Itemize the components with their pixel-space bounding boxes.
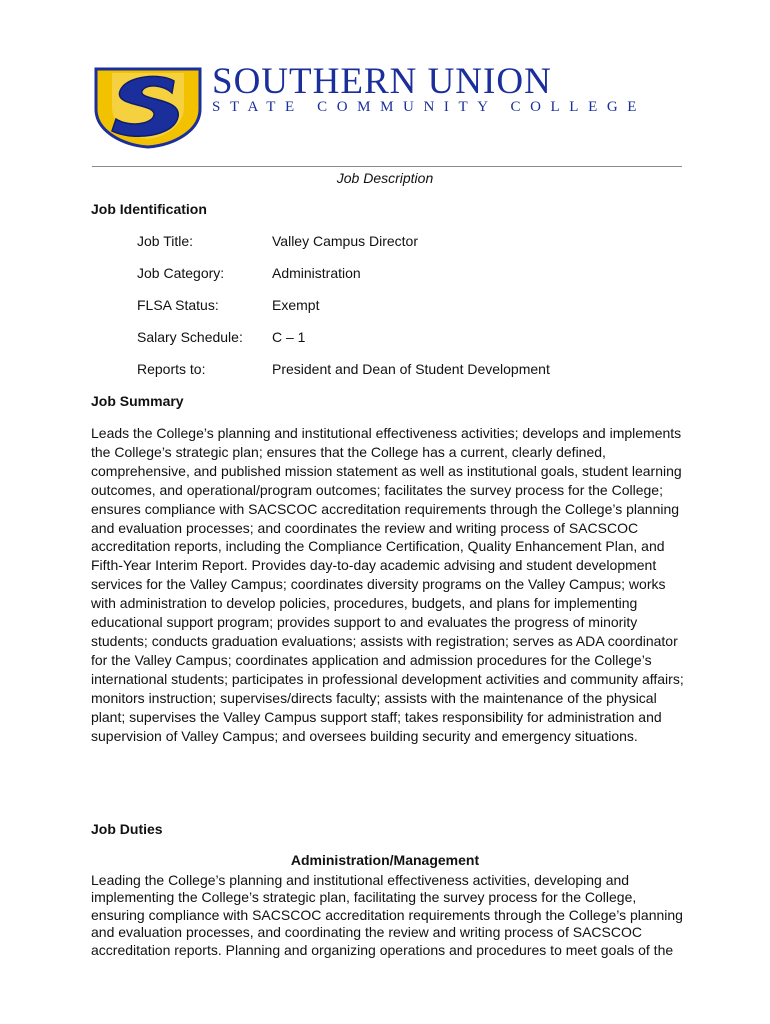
flsa-status-value: Exempt	[272, 297, 320, 313]
summary-line: plant; supervises the Valley Campus support staff; takes responsibility for administration and	[91, 708, 662, 725]
summary-line: Leads the College’s planning and institutional effectiveness activities; develops and implements	[91, 425, 682, 441]
summary-line: comprehensive, and published mission statement as well as institutional goals, student learning	[91, 462, 682, 479]
administration-management-subheading: Administration/Management	[290, 852, 480, 868]
summary-line: the College’s strategic plan; ensures that the College has a current, clearly defined,	[91, 443, 606, 460]
summary-line: for the Valley Campus; coordinates application and admission procedures for the College’s	[91, 651, 652, 668]
college-subtitle: STATE COMMUNITY COLLEGE	[212, 99, 647, 115]
duties-line: and evaluation processes, and coordinating the review and writing process of SACSCOC	[91, 924, 642, 941]
summary-line: students; conducts graduation evaluations; assists with registration; serves as ADA coordinator	[91, 632, 678, 649]
duties-line: accreditation reports. Planning and organizing operations and procedures to meet goals of the	[91, 941, 674, 958]
reports-to-value: President and Dean of Student Development	[272, 361, 550, 377]
job-category-value: Administration	[272, 265, 361, 281]
job-category-label: Job Category:	[137, 265, 225, 281]
college-logo-icon	[92, 67, 204, 149]
summary-line: and evaluation processes; and coordinates the review and writing process of SACSCOC	[91, 519, 639, 536]
job-identification-heading: Job Identification	[91, 201, 207, 217]
job-duties-heading: Job Duties	[91, 821, 163, 837]
job-summary-text	[91, 424, 691, 745]
summary-line: outcomes, and operational/program outcomes; facilitates the survey process for the College;	[91, 481, 663, 498]
duties-line: Leading the College’s planning and institutional effectiveness activities, developing and	[91, 872, 630, 888]
summary-line: ensures compliance with SACSCOC accreditation requirements through the College’s planning	[91, 500, 680, 517]
job-summary-heading: Job Summary	[91, 393, 184, 409]
salary-schedule-value: C – 1	[272, 329, 306, 345]
duties-line: implementing the College’s strategic plan, facilitating the survey process for the College,	[91, 889, 637, 906]
job-title-value: Valley Campus Director	[272, 233, 419, 249]
reports-to-label: Reports to:	[137, 361, 206, 377]
summary-line: monitors instruction; supervises/directs faculty; assists with the maintenance of the physical	[91, 689, 657, 706]
flsa-status-label: FLSA Status:	[137, 297, 219, 313]
summary-line: accreditation reports, including the Compliance Certification, Quality Enhancement Plan, and	[91, 538, 665, 555]
document-title: Job Description	[336, 170, 434, 186]
summary-line: educational support program; provides support to and evaluates the progress of minority	[91, 614, 638, 631]
summary-line: supervision of Valley Campus; and oversees building security and emergency situations.	[91, 727, 638, 744]
summary-line: international students; participates in professional development activities and community affairs;	[91, 670, 684, 687]
salary-schedule-label: Salary Schedule:	[137, 329, 243, 345]
summary-line: Fifth-Year Interim Report. Provides day-to-day academic advising and student development	[91, 557, 657, 574]
summary-line: with administration to develop policies, procedures, budgets, and plans for implementing	[91, 595, 638, 612]
job-title-label: Job Title:	[137, 233, 194, 249]
summary-line: services for the Valley Campus; coordinates diversity programs on the Valley Campus; works	[91, 576, 666, 593]
header-divider	[92, 166, 682, 167]
job-duties-text	[91, 872, 691, 959]
duties-line: ensuring compliance with SACSCOC accreditation requirements through the College’s planning	[91, 906, 683, 923]
college-name: SOUTHERN UNION	[212, 61, 552, 102]
